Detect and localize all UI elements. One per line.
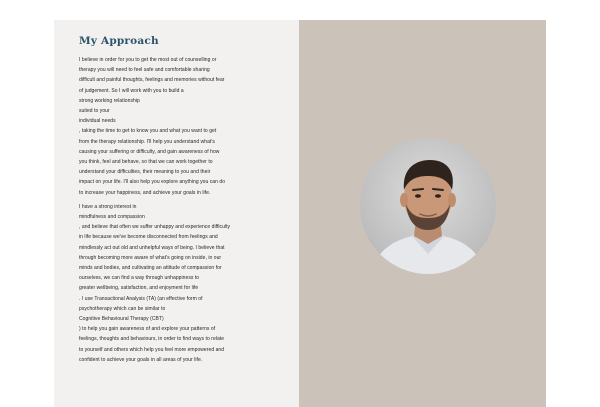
paragraph-2	[79, 202, 289, 365]
paragraph-link[interactable]: mindfulness and compassion	[79, 214, 145, 221]
photo-column	[299, 20, 546, 407]
paragraph-link[interactable]: Cognitive Behavioural Therapy (CBT)	[79, 316, 164, 323]
paragraph-line: to yourself and others which help you feel more empowered and	[79, 346, 225, 353]
paragraph-link[interactable]: suited to your	[79, 108, 110, 115]
portrait-photo	[360, 138, 496, 274]
paragraph-line: ourselves, we can find a way through unhappiness to	[79, 275, 200, 282]
approach-page	[54, 20, 546, 407]
paragraph-link[interactable]: strong working relationship	[79, 97, 140, 104]
paragraph-line: through becoming more aware of what's going on inside, in our	[79, 254, 222, 261]
paragraph-line: confident to achieve your goals in all areas of your life.	[79, 356, 203, 363]
paragraph-line: impact on your life. I'll also help you explore anything you can do	[79, 179, 226, 186]
paragraph-line: from the therapy relationship. I'll help you understand what's	[79, 138, 215, 145]
paragraph-line: to increase your happiness, and achieve your goals in life.	[79, 189, 211, 196]
person-portrait-icon	[360, 138, 496, 274]
paragraph-link[interactable]: individual needs	[79, 118, 116, 125]
paragraph-line: minds and bodies, and cultivating an attitude of compassion for	[79, 265, 222, 272]
paragraph-line: mindlessly act out old and unhelpful ways of being. I believe that	[79, 244, 225, 251]
paragraph-line: psychotherapy which can be similar to	[79, 305, 166, 312]
paragraph-line: I have a strong interest in	[79, 203, 137, 210]
paragraph-line: difficult and painful thoughts, feelings and memories without fear	[79, 77, 225, 84]
paragraph-line: causing your suffering or difficulty, and gain awareness of how	[79, 148, 220, 155]
text-column	[54, 20, 299, 407]
paragraph-line: of judgement. So I will work with you to build a	[79, 87, 184, 94]
section-title: My Approach	[79, 35, 159, 47]
paragraph-line: ) to help you gain awareness of and explore your patterns of	[79, 326, 216, 333]
paragraph-1	[79, 55, 289, 198]
paragraph-link[interactable]: greater wellbeing, satisfaction, and enjoyment for life	[79, 285, 199, 292]
paragraph-line: , and believe that often we suffer unhappy and experience difficulty	[79, 224, 231, 231]
paragraph-line: feelings, thoughts and behaviours, in order to find ways to relate	[79, 336, 225, 343]
paragraph-line: therapy you will need to feel safe and comfortable sharing	[79, 67, 210, 74]
paragraph-line: you think, feel and behave, so that we can work together to	[79, 159, 213, 166]
paragraph-line: . I use Transactional Analysis (TA) (an effective form of	[79, 295, 203, 302]
paragraph-line: , taking the time to get to know you and what you want to get	[79, 128, 217, 135]
paragraph-line: understand your difficulties, their meaning to you and their	[79, 169, 211, 176]
paragraph-line: in life because we've become disconnected from feelings and	[79, 234, 218, 241]
paragraph-line: I believe in order for you to get the most out of counselling or	[79, 57, 217, 63]
